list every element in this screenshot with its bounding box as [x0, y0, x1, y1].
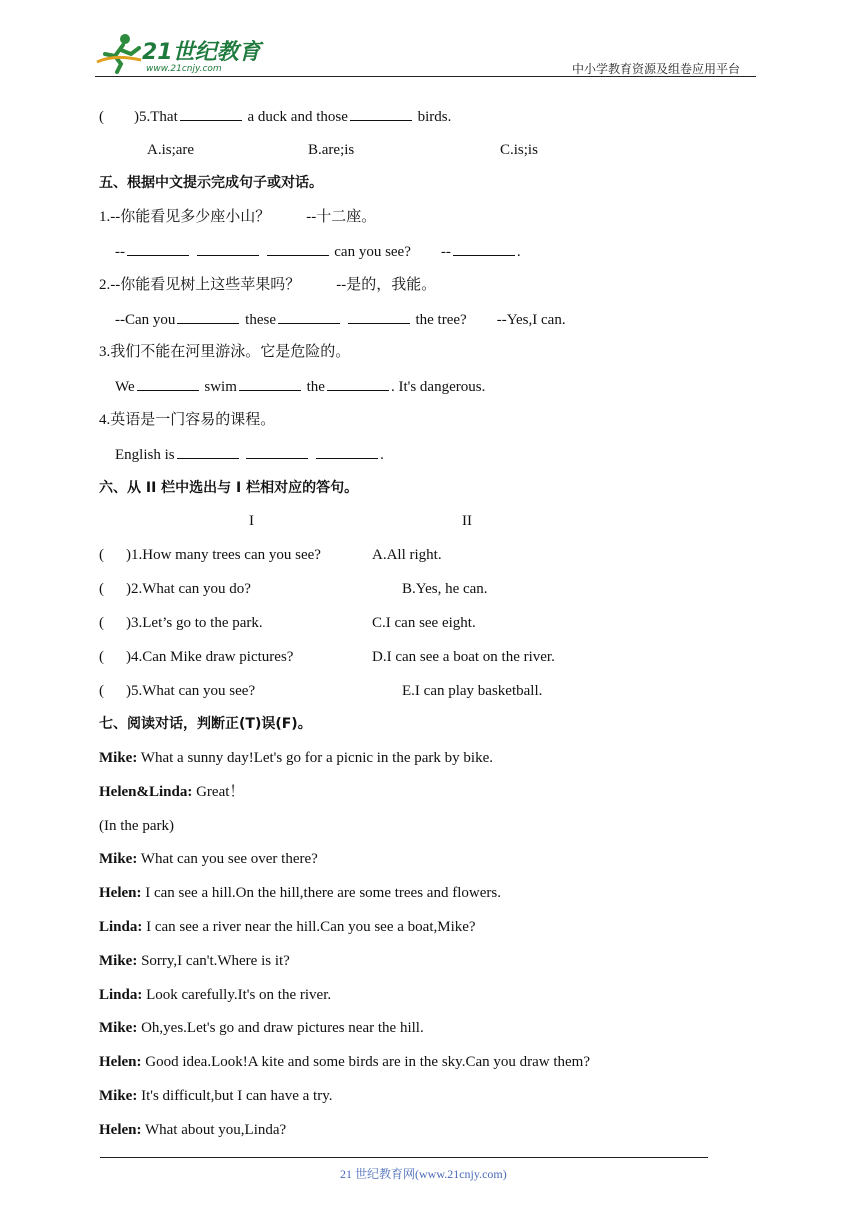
blank: [127, 241, 189, 256]
s5-q1-en: -- can you see? -- .: [115, 241, 521, 262]
dialogue-line: Mike: What a sunny day!Let's go for a picnic in the park by bike.: [99, 750, 493, 766]
blank: [267, 241, 329, 256]
dialogue-line: Linda: Look carefully.It's on the river.: [99, 987, 332, 1003]
blank: [278, 309, 340, 324]
s5-q3-cn: 3.我们不能在河里游泳。它是危险的。: [99, 344, 351, 360]
s5-q2-cn: 2.--你能看见树上这些苹果吗？ --是的，我能。: [99, 277, 437, 293]
option-b: B.are;is: [308, 142, 355, 158]
blank: [180, 106, 242, 121]
match-row: ( )3.Let’s go to the park.: [99, 615, 263, 631]
match-row: ( )4.Can Mike draw pictures?: [99, 649, 294, 665]
match-row: ( )2.What can you do?: [99, 581, 251, 597]
blank: [453, 241, 515, 256]
dialogue-line: Linda: I can see a river near the hill.Can you see a boat,Mike?: [99, 919, 476, 935]
match-row: ( )1.How many trees can you see?: [99, 547, 321, 563]
logo-text: 21世纪教育: [142, 40, 261, 65]
question-5: ( )5.That a duck and those birds.: [99, 106, 451, 127]
dialogue-line: Mike: It's difficult,but I can have a try.: [99, 1088, 333, 1104]
blank: [350, 106, 412, 121]
dialogue-line: Mike: Oh,yes.Let's go and draw pictures near the hill.: [99, 1020, 424, 1036]
option-c: C.is;is: [500, 142, 538, 158]
option-a: A.is;are: [147, 142, 195, 158]
dialogue-line: Mike: Sorry,I can't.Where is it?: [99, 953, 290, 969]
footer-divider: [100, 1157, 708, 1158]
match-answer: A.All right.: [372, 547, 442, 563]
match-row: ( )5.What can you see?: [99, 683, 256, 699]
platform-name: 中小学教育资源及组卷应用平台: [572, 62, 741, 76]
blank: [177, 309, 239, 324]
dialogue-line: Helen: Good idea.Look!A kite and some birds are in the sky.Can you draw them?: [99, 1054, 591, 1070]
match-answer: D.I can see a boat on the river.: [372, 649, 555, 665]
dialogue-line: Helen: I can see a hill.On the hill,there are some trees and flowers.: [99, 885, 501, 901]
section-5-title: 五、根据中文提示完成句子或对话。: [99, 175, 323, 191]
runner-logo-icon: [95, 32, 143, 74]
dialogue-line: Helen: What about you,Linda?: [99, 1122, 287, 1138]
logo-url: www.21cnjy.com: [146, 64, 222, 74]
dialogue-line: (In the park): [99, 818, 174, 834]
section-6-title: 六、从 II 栏中选出与 I 栏相对应的答句。: [99, 480, 359, 496]
match-answer: C.I can see eight.: [372, 615, 476, 631]
blank: [316, 444, 378, 459]
s5-q3-en: We swim the . It's dangerous.: [115, 376, 485, 397]
header-divider: [95, 76, 756, 77]
column-i-header: I: [249, 513, 254, 529]
match-answer: B.Yes, he can.: [402, 581, 488, 597]
blank: [177, 444, 239, 459]
answer-paren: (: [99, 109, 104, 125]
blank: [239, 376, 301, 391]
match-answer: E.I can play basketball.: [402, 683, 543, 699]
dialogue-line: Helen&Linda: Great！: [99, 784, 245, 800]
blank: [327, 376, 389, 391]
blank: [137, 376, 199, 391]
s5-q2-en: --Can you these the tree? --Yes,I can.: [115, 309, 566, 330]
column-ii-header: II: [462, 513, 472, 529]
footer-text[interactable]: 21 世纪教育网(www.21cnjy.com): [340, 1167, 507, 1181]
blank: [348, 309, 410, 324]
blank: [197, 241, 259, 256]
s5-q4-en: English is .: [115, 444, 384, 465]
blank: [246, 444, 308, 459]
s5-q4-cn: 4.英语是一门容易的课程。: [99, 412, 276, 428]
s5-q1-cn: 1.--你能看见多少座小山？ --十二座。: [99, 209, 377, 225]
dialogue-line: Mike: What can you see over there?: [99, 851, 318, 867]
section-7-title: 七、阅读对话，判断正(T)误(F)。: [99, 716, 312, 732]
